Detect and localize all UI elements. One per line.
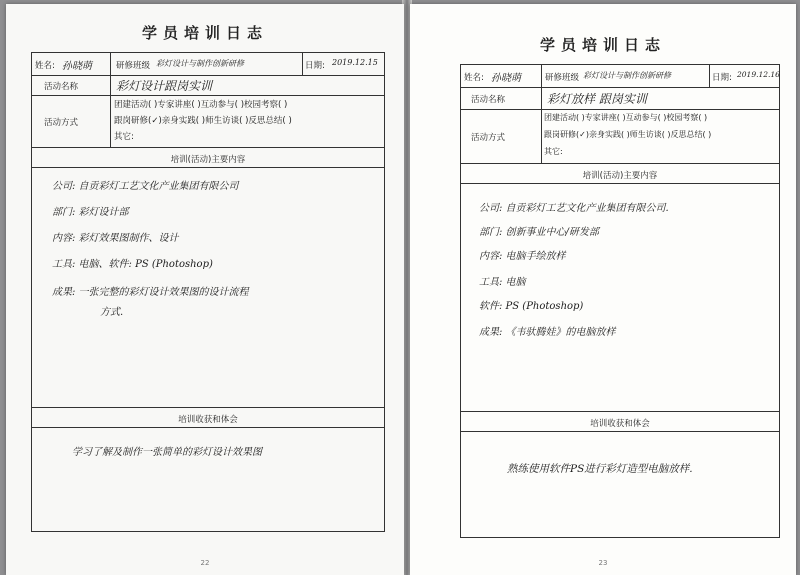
class-label: 研修班级 <box>545 73 580 83</box>
content-line: 方式. <box>100 307 124 318</box>
name-value: 孙晓萌 <box>491 73 521 84</box>
content-line: 内容: 电脑手绘放样 <box>479 251 566 262</box>
activity-method-row <box>461 109 779 164</box>
content-line: 公司: 自贡彩灯工艺文化产业集团有限公司 <box>52 181 239 192</box>
content-line: 工具: 电脑 <box>479 277 526 288</box>
harvest-text: 熟练使用软件PS进行彩灯造型电脑放样. <box>507 463 693 475</box>
method-line: 团建活动( )专家讲座( )互动参与( )校园考察( ) <box>114 100 288 110</box>
class-value: 彩灯设计与制作创新研修 <box>583 71 671 80</box>
harvest-body <box>32 427 384 531</box>
method-line: 其它: <box>114 132 134 142</box>
name-value: 孙晓萌 <box>62 61 92 72</box>
header-row <box>461 65 779 88</box>
content-line: 部门: 彩灯设计部 <box>52 207 129 218</box>
method-label: 活动方式 <box>471 133 506 143</box>
content-line: 内容: 彩灯效果图制作、设计 <box>52 233 179 244</box>
content-header: 培训(活动)主要内容 <box>582 171 658 181</box>
content-header: 培训(活动)主要内容 <box>170 155 246 165</box>
content-line: 成果: 《韦驮腾娃》的电脑放样 <box>479 327 616 338</box>
activity-name-label: 活动名称 <box>471 95 506 105</box>
method-line: 跟岗研修(✓)亲身实践( )师生访谈( )反思总结( ) <box>114 116 292 126</box>
right-page <box>410 4 796 575</box>
activity-name-value: 彩灯设计跟岗实训 <box>116 79 213 93</box>
header-row <box>32 53 384 76</box>
name-label: 姓名: <box>35 61 55 71</box>
left-page <box>6 4 404 575</box>
page-number: 22 <box>200 559 210 567</box>
date-value: 2019.12.16 <box>737 70 780 79</box>
date-label: 日期: <box>712 73 732 83</box>
content-line: 工具: 电脑、软件: PS (Photoshop) <box>52 259 213 270</box>
page-title: 学员培训日志 <box>141 24 268 42</box>
activity-method-row <box>32 95 384 148</box>
content-body <box>32 167 384 408</box>
class-value: 彩灯设计与制作创新研修 <box>156 59 244 68</box>
content-line: 公司: 自贡彩灯工艺文化产业集团有限公司. <box>479 203 669 214</box>
name-label: 姓名: <box>464 73 484 83</box>
content-line: 软件: PS (Photoshop) <box>479 301 584 312</box>
date-label: 日期: <box>305 61 325 71</box>
harvest-text: 学习了解及制作一张简单的彩灯设计效果图 <box>72 447 262 458</box>
activity-name-row <box>32 75 384 96</box>
activity-name-label: 活动名称 <box>44 82 79 92</box>
content-header-row <box>32 147 384 168</box>
method-line: 团建活动( )专家讲座( )互动参与( )校园考察( ) <box>544 113 708 122</box>
harvest-header-row <box>32 407 384 428</box>
page-title: 学员培训日志 <box>539 36 666 54</box>
content-line: 成果: 一张完整的彩灯设计效果图的设计流程 <box>52 287 249 298</box>
harvest-header: 培训收获和体会 <box>590 419 650 429</box>
content-line: 部门: 创新事业中心/研发部 <box>479 227 599 238</box>
method-line: 跟岗研修(✓)亲身实践( )师生访谈( )反思总结( ) <box>544 130 712 139</box>
content-header-row <box>461 163 779 184</box>
class-label: 研修班级 <box>116 61 151 71</box>
harvest-header-row <box>461 411 779 432</box>
date-value: 2019.12.15 <box>332 58 378 67</box>
method-label: 活动方式 <box>44 118 79 128</box>
log-form <box>460 64 780 538</box>
activity-name-row <box>461 87 779 110</box>
harvest-body <box>461 431 779 537</box>
content-body <box>461 183 779 412</box>
harvest-header: 培训收获和体会 <box>178 415 238 425</box>
method-line: 其它: <box>544 147 563 156</box>
activity-name-value: 彩灯放样 跟岗实训 <box>547 92 647 106</box>
log-form <box>31 52 385 532</box>
page-number: 23 <box>598 559 608 567</box>
